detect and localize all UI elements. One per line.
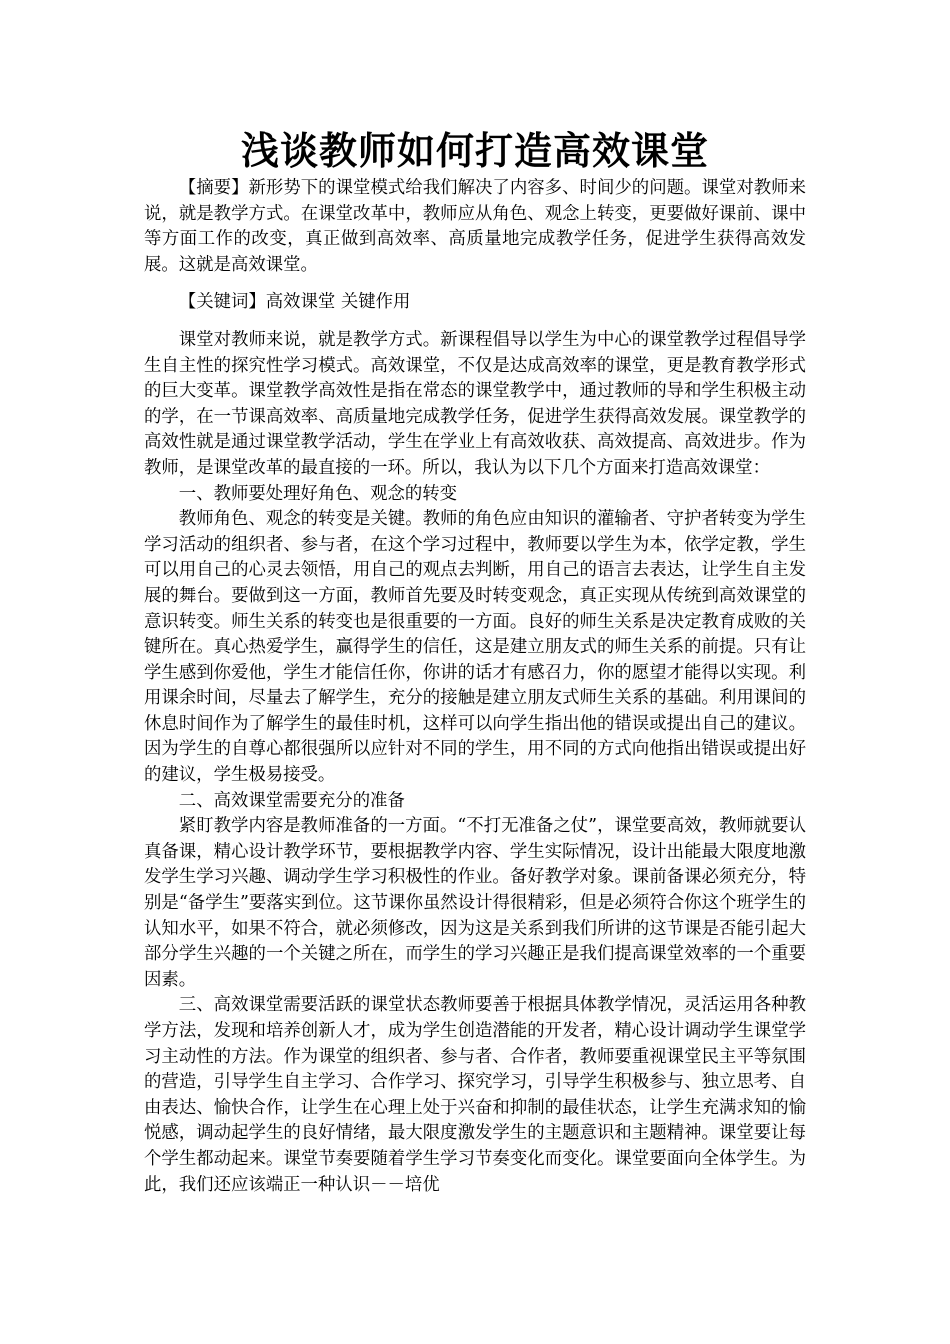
body-paragraph: 教师角色、观念的转变是关键。教师的角色应由知识的灌输者、守护者转变为学生学习活动的组织者、参与者，在这个学习过程中，教师要以学生为本，依学定教，学生可以用自己的心灵去领悟，用自己的观点去判断，用自己的语言去表达，让学生自主发展的舞台。要做到这一方面，教师首先要及时转变观念，真正实现从传统到高效课堂的意识转变。师生关系的转变也是很重要的一方面。良好的师生关系是决定教育成败的关键所在。真心热爱学生，赢得学生的信任，这是建立朋友式的师生关系的前提。只有让学生感到你爱他，学生才能信任你，你讲的话才有感召力，你的愿望才能得以实现。利用课余时间，尽量去了解学生，充分的接触是建立朋友式师生关系的基础。利用课间的休息时间作为了解学生的最佳时机，这样可以向学生指出他的错误或提出自己的建议。因为学生的自尊心都很强所以应针对不同的学生，用不同的方式向他指出错误或提出好的建议，学生极易接受。 — [144, 509, 806, 786]
intro-paragraph: 课堂对教师来说，就是教学方式。新课程倡导以学生为中心的课堂教学过程倡导学生自主性的探究性学习模式。高效课堂，不仅是达成高效率的课堂，更是教育教学形式的巨大变革。课堂教学高效性是指在常态的课堂教学中，通过教师的导和学生积极主动的学，在一节课高效率、高质量地完成教学任务，促进学生获得高效发展。课堂教学的高效性就是通过课堂教学活动，学生在学业上有高效收获、高效提高、高效进步。作为教师，是课堂改革的最直接的一环。所以，我认为以下几个方面来打造高效课堂： — [144, 329, 806, 478]
document-title: 浅谈教师如何打造高效课堂 — [240, 128, 709, 173]
keywords-paragraph: 【关键词】高效课堂 关键作用 — [178, 292, 411, 313]
document-body — [144, 176, 806, 1198]
section-heading-2: 二、高效课堂需要充分的准备 — [178, 790, 405, 811]
abstract-paragraph: 【摘要】新形势下的课堂模式给我们解决了内容多、时间少的问题。课堂对教师来说，就是教学方式。在课堂改革中，教师应从角色、观念上转变，更要做好课前、课中等方面工作的改变，真正做到高效率、高质量地完成教学任务，促进学生获得高效发展。这就是高效课堂。 — [144, 178, 806, 275]
body-paragraph: 紧盯教学内容是教师准备的一方面。“不打无准备之仗”，课堂要高效，教师就要认真备课，精心设计教学环节，要根据教学内容、学生实际情况，设计出能最大限度地激发学生学习兴趣、调动学生学习积极性的作业。备好教学对象。课前备课必须充分，特别是“备学生”要落实到位。这节课你虽然设计得很精彩，但是必须符合你这个班学生的认知水平，如果不符合，就必须修改，因为这是关系到我们所讲的这节课是否能引起大部分学生兴趣的一个关键之所在，而学生的学习兴趣正是我们提高课堂效率的一个重要因素。 — [144, 816, 806, 990]
section-paragraph-3: 三、高效课堂需要活跃的课堂状态教师要善于根据具体教学情况，灵活运用各种教学方法，发现和培养创新人才，成为学生创造潜能的开发者，精心设计调动学生课堂学习主动性的方法。作为课堂的组织者、参与者、合作者，教师要重视课堂民主平等氛围的营造，引导学生自主学习、合作学习、探究学习，引导学生积极参与、独立思考、自由表达、愉快合作，让学生在心理上处于兴奋和抑制的最佳状态，让学生充满求知的愉悦感，调动起学生的良好情绪，最大限度激发学生的主题意识和主题精神。课堂要让每个学生都动起来。课堂节奏要随着学生学习节奏变化而变化。课堂要面向全体学生。为此，我们还应该端正一种认识－－培优 — [144, 995, 806, 1195]
section-heading-1: 一、教师要处理好角色、观念的转变 — [178, 483, 458, 504]
